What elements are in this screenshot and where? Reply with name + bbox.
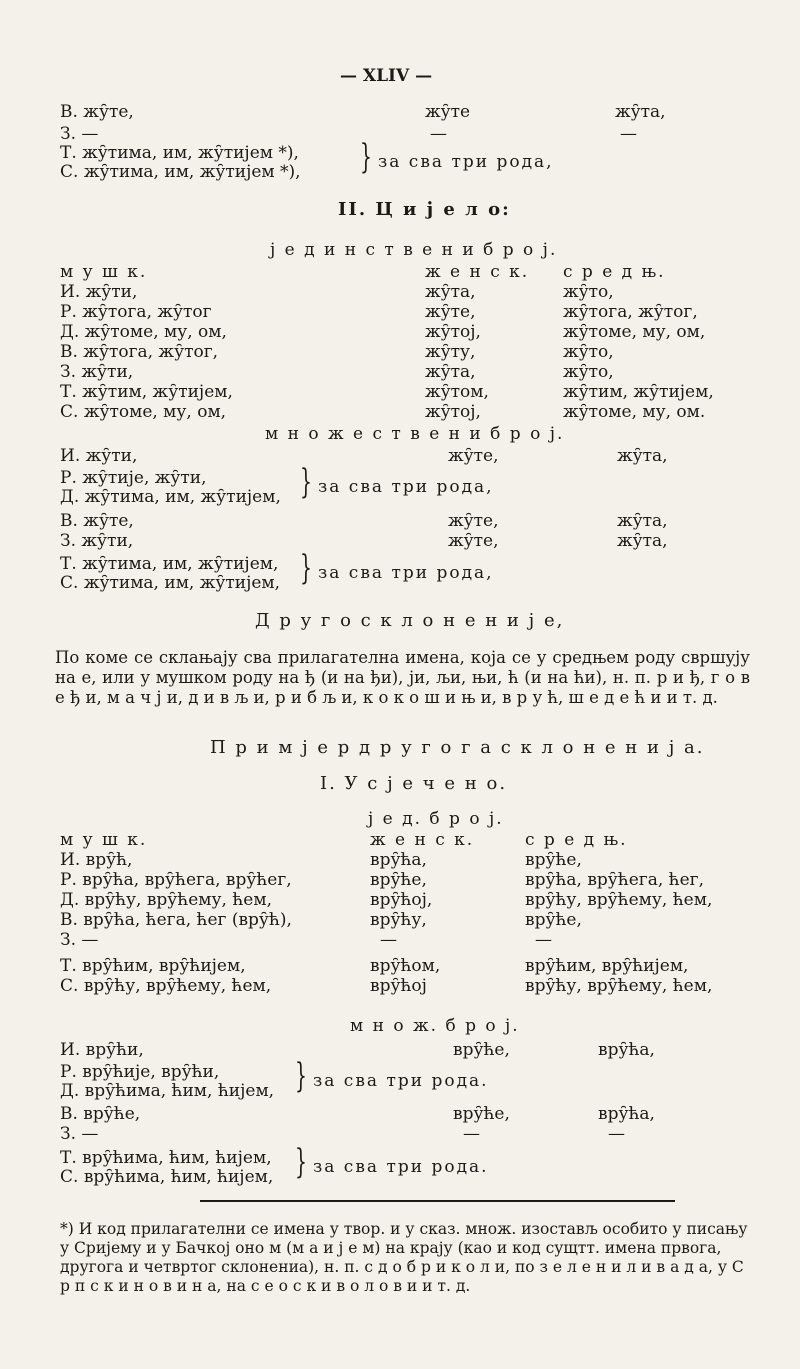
sg-row-n: вру̑ћу, вру̑ћему, ћем, xyxy=(525,976,713,996)
pl-row-n: — xyxy=(608,1124,625,1144)
pl-row-d: Д. вру̑ћима, ћим, ћијем, xyxy=(60,1081,275,1101)
sg-row-f: жу̑та, xyxy=(425,362,476,382)
pl-row-n: вру̑ћа, xyxy=(598,1040,655,1060)
sg-row-f: вру̑ћу, xyxy=(370,910,427,930)
sg-row-f: вру̑ће, xyxy=(370,870,427,890)
pl-row-m: И. вру̑ћи, xyxy=(60,1040,144,1060)
singular-heading: ј е д и н с т в е н и б р о ј. xyxy=(270,240,558,260)
pl-row-t: Т. жу̑тима, им, жу̑тијем, xyxy=(60,554,279,574)
second-decl-heading: Д р у г о с к л о н е н и ј е, xyxy=(255,610,565,631)
sg-row-m: И. вру̑ћ, xyxy=(60,850,133,870)
brace: } xyxy=(295,1056,307,1096)
all-genders-note: за сва три рода. xyxy=(313,1071,489,1091)
sg-row-n: жу̑томе, му, ом. xyxy=(563,402,706,422)
pl-row-n: вру̑ћа, xyxy=(598,1104,655,1124)
pl-heading: м н о ж. б р о ј. xyxy=(350,1016,520,1036)
pl-row-f: вру̑ће, xyxy=(453,1104,510,1124)
sg-row-m: Т. вру̑ћим, вру̑ћијем, xyxy=(60,956,246,976)
gender-neut-head: с р е д њ. xyxy=(563,262,666,282)
sg-row-m: Д. вру̑ћу, вру̑ћему, ћем, xyxy=(60,890,272,910)
top-row-v-m: В. жу̑те, xyxy=(60,102,134,122)
sg-row-n: жу̑то, xyxy=(563,362,614,382)
pl-row-m: В. вру̑ће, xyxy=(60,1104,141,1124)
sg-row-f: жу̑та, xyxy=(425,282,476,302)
all-genders-note: за сва три рода. xyxy=(313,1157,489,1177)
sg-row-f: — xyxy=(380,930,397,950)
sg-row-m: С. вру̑ћу, вру̑ћему, ћем, xyxy=(60,976,272,996)
sg-row-f: вру̑ћој xyxy=(370,976,427,996)
sg-row-m: Д. жу̑томе, му, ом, xyxy=(60,322,227,342)
sg-row-n: вру̑ће, xyxy=(525,850,582,870)
pl-row-s: С. вру̑ћима, ћим, ћијем, xyxy=(60,1167,274,1187)
sg-row-n: вру̑ћим, вру̑ћијем, xyxy=(525,956,689,976)
top-row-z-n: — xyxy=(620,124,637,144)
sg-row-f: жу̑тој, xyxy=(425,402,481,422)
top-row-v-f: жу̑те xyxy=(425,102,471,122)
footnote: *) И код прилагателни се имена у твор. и у сказ. множ. изостављ особито у писању у Сријему и у Бачкој оно м (м а и ј е м) на крају (као и код сущтт. имена првога, другога и четвртог склонениа), н. п. с д о б р и к о л и, по з е л е н и л и в а д а, у С р п с к и н о в и н а, на с е о с к и в о л о в и и т. д. xyxy=(60,1220,748,1295)
plural-heading: м н о ж е с т в е н и б р о ј. xyxy=(265,424,565,444)
sg-row-n: жу̑тим, жу̑тијем, xyxy=(563,382,714,402)
all-genders-note: за сва три рода, xyxy=(378,152,554,172)
sg-row-m: В. жу̑тога, жу̑тог, xyxy=(60,342,219,362)
gender-fem-head: ж е н с к. xyxy=(370,830,475,850)
sg-row-f: жу̑том, xyxy=(425,382,489,402)
gender-neut-head: с р е д њ. xyxy=(525,830,628,850)
sg-row-n: вру̑ћу, вру̑ћему, ћем, xyxy=(525,890,713,910)
pl-row-f: жу̑те, xyxy=(448,446,499,466)
sg-row-f: жу̑ту, xyxy=(425,342,476,362)
brace: } xyxy=(300,462,312,502)
pl-row-m: И. жу̑ти, xyxy=(60,446,138,466)
page-number: — XLIV — xyxy=(340,66,433,86)
sg-row-m: И. жу̑ти, xyxy=(60,282,138,302)
sg-row-n: жу̑томе, му, ом, xyxy=(563,322,706,342)
sg-row-n: жу̑то, xyxy=(563,342,614,362)
sg-row-f: жу̑те, xyxy=(425,302,476,322)
sg-row-n: жу̑то, xyxy=(563,282,614,302)
second-decl-paragraph: По коме се склањају сва прилагателна имена, која се у средњем роду свршују на е, или у мушком роду на ђ (и на ђи), ји, љи, њи, ћ (и на ћи), н. п. р и ђ, г о в е ђ и, м а ч ј и, д и в љ и, р и б љ и, к о к о ш и њ и, в р у ћ, ш е д е ћ и и т. д. xyxy=(55,648,750,707)
brace: } xyxy=(300,548,312,588)
sg-row-m: З. жу̑ти, xyxy=(60,362,134,382)
sub-heading: I. У с ј е ч е н о. xyxy=(320,773,508,794)
pl-row-r: Р. вру̑ћије, вру̑ћи, xyxy=(60,1062,220,1082)
sg-row-f: вру̑ћом, xyxy=(370,956,441,976)
gender-masc-head: м у ш к. xyxy=(60,262,148,282)
sg-row-n: — xyxy=(535,930,552,950)
all-genders-note: за сва три рода, xyxy=(318,563,494,583)
sg-row-f: вру̑ћа, xyxy=(370,850,427,870)
pl-row-f: жу̑те, xyxy=(448,511,499,531)
footnote-rule xyxy=(200,1200,675,1202)
sg-row-n: вру̑ћа, вру̑ћега, ћег, xyxy=(525,870,704,890)
sg-row-m: В. вру̑ћа, ћега, ћег (вру̑ћ), xyxy=(60,910,292,930)
top-row-z-m: З. — xyxy=(60,124,99,144)
pl-row-f: жу̑те, xyxy=(448,531,499,551)
pl-row-f: вру̑ће, xyxy=(453,1040,510,1060)
sg-heading: ј е д. б р о ј. xyxy=(368,809,504,829)
pl-row-m: З. жу̑ти, xyxy=(60,531,134,551)
pl-row-n: жу̑та, xyxy=(617,511,668,531)
pl-row-d: Д. жу̑тима, им, жу̑тијем, xyxy=(60,487,281,507)
sg-row-m: Р. вру̑ћа, вру̑ћега, вру̑ћег, xyxy=(60,870,292,890)
sg-row-f: вру̑ћој, xyxy=(370,890,433,910)
pl-row-t: Т. вру̑ћима, ћим, ћијем, xyxy=(60,1148,272,1168)
top-row-t: Т. жу̑тима, им, жу̑тијем *), xyxy=(60,143,299,163)
pl-row-m: В. жу̑те, xyxy=(60,511,134,531)
gender-fem-head: ж е н с к. xyxy=(425,262,530,282)
pl-row-n: жу̑та, xyxy=(617,531,668,551)
all-genders-note: за сва три рода, xyxy=(318,477,494,497)
sg-row-m: З. — xyxy=(60,930,99,950)
pl-row-s: С. жу̑тима, им, жу̑тијем, xyxy=(60,573,281,593)
gender-masc-head: м у ш к. xyxy=(60,830,148,850)
example-heading: П р и м ј е р д р у г о г а с к л о н е н и ј а. xyxy=(210,737,705,758)
sg-row-n: жу̑тога, жу̑тог, xyxy=(563,302,698,322)
sg-row-n: вру̑ће, xyxy=(525,910,582,930)
brace: } xyxy=(295,1142,307,1182)
top-row-s: С. жу̑тима, им, жу̑тијем *), xyxy=(60,162,301,182)
pl-row-n: жу̑та, xyxy=(617,446,668,466)
top-row-v-n: жу̑та, xyxy=(615,102,666,122)
sg-row-f: жу̑тој, xyxy=(425,322,481,342)
brace: } xyxy=(360,137,372,177)
pl-row-r: Р. жу̑тије, жу̑ти, xyxy=(60,468,207,488)
section-heading: II. Ц и ј е л о: xyxy=(338,199,511,220)
top-row-z-f: — xyxy=(430,124,447,144)
pl-row-m: З. — xyxy=(60,1124,99,1144)
sg-row-m: С. жу̑томе, му, ом, xyxy=(60,402,227,422)
sg-row-m: Р. жу̑тога, жу̑тог xyxy=(60,302,212,322)
sg-row-m: Т. жу̑тим, жу̑тијем, xyxy=(60,382,233,402)
pl-row-f: — xyxy=(463,1124,480,1144)
